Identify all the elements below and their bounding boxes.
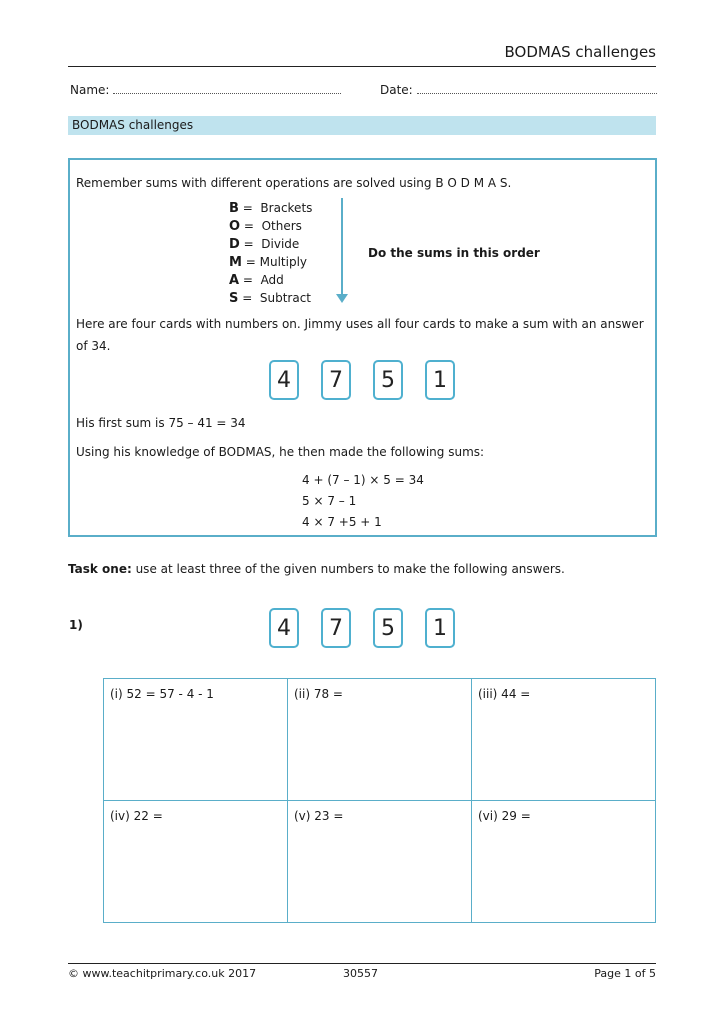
order-arrow-line [341,198,343,296]
footer-rule [68,963,656,964]
name-field[interactable] [70,83,341,97]
answer-cell[interactable]: (i) 52 = 57 - 4 - 1 [104,679,288,801]
section-banner [68,116,656,135]
footer-page-number: Page 1 of 5 [594,967,656,980]
example-sum: 4 × 7 +5 + 1 [302,515,382,529]
footer-code: 30557 [343,967,378,980]
number-card: 1 [425,608,455,648]
cards-text-line2: of 34. [76,339,111,353]
cards-text-line1: Here are four cards with numbers on. Jimmy uses all four cards to make a sum with an answer [76,317,644,331]
task-text: use at least three of the given numbers to make the following answers. [131,562,565,576]
answer-grid [103,678,656,923]
number-card: 4 [269,360,299,400]
document-title: BODMAS challenges [504,43,656,61]
bodmas-row-o: O = Others [229,219,302,234]
number-card: 4 [269,608,299,648]
answer-cell[interactable]: (iii) 44 = [472,679,656,801]
bodmas-row-m: M = Multiply [229,255,308,270]
order-note: Do the sums in this order [368,246,540,260]
task-label: Task one: [68,562,132,576]
task-instructions [68,562,565,576]
number-card: 7 [321,608,351,648]
number-card: 5 [373,360,403,400]
number-card: 1 [425,360,455,400]
name-label: Name: [70,83,110,97]
example-sum: 5 × 7 – 1 [302,494,357,508]
answer-cell[interactable]: (v) 23 = [288,801,472,923]
number-card: 7 [321,360,351,400]
date-dotted-line [417,83,657,94]
date-field[interactable] [380,83,657,97]
answer-cell[interactable]: (vi) 29 = [472,801,656,923]
question-number: 1) [69,618,83,632]
first-sum-text: His first sum is 75 – 41 = 34 [76,416,246,430]
banner-title: BODMAS challenges [72,118,194,132]
number-card: 5 [373,608,403,648]
name-dotted-line [113,83,341,94]
remember-text: Remember sums with different operations are solved using B O D M A S. [76,176,512,190]
header-rule [68,66,656,67]
bodmas-row-a: A = Add [229,273,284,288]
order-arrow-head-icon [336,294,348,303]
footer-copyright: © www.teachitprimary.co.uk 2017 [68,967,257,980]
answer-cell[interactable]: (ii) 78 = [288,679,472,801]
using-text: Using his knowledge of BODMAS, he then made the following sums: [76,445,485,459]
bodmas-row-b: B = Brackets [229,201,313,216]
bodmas-row-d: D = Divide [229,237,300,252]
date-label: Date: [380,83,413,97]
answer-cell[interactable]: (iv) 22 = [104,801,288,923]
bodmas-row-s: S = Subtract [229,291,312,306]
example-sum: 4 + (7 – 1) × 5 = 34 [302,473,424,487]
